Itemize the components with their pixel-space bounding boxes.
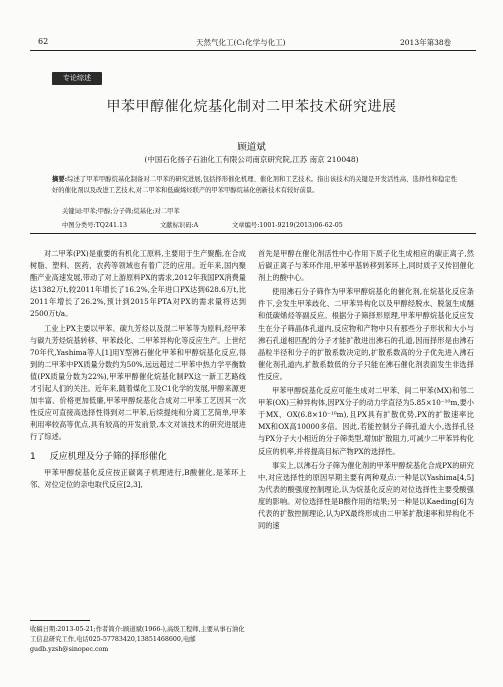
header-rule	[30, 50, 476, 51]
abstract-rule	[30, 233, 476, 234]
clc-number: 中图分类号:TQ241.13	[62, 222, 128, 229]
section-number: 1	[30, 451, 36, 462]
author: 顾道斌	[237, 142, 266, 153]
right-column	[258, 248, 474, 532]
abstract-line-2: 发活性高、选择性和稳定性好的催化剂以及改进工艺技术,对二甲苯和低碳烯烃联产的甲苯甲醇烷基化创新技术有较好前景。	[52, 176, 457, 194]
paragraph: 对二甲苯(PX)是重要的有机化工原料,主要用于生产聚酯,在合成树脂、塑料、医药、农药等领域也有着广泛的应用。近年来,国内聚酯产业高速发展,带动了对上游原料PX的需求,2012年我国PX消费量达1382万t,较2011年增长了16.2%,全年进口PX达到628.6万t,比2011年增长了26.2%,预计到2015年PTA对PX的需求量将达到2500万t/a。	[30, 249, 246, 319]
affiliation: (中国石化扬子石油化工有限公司南京研究院,江苏 南京 210048)	[144, 155, 359, 164]
left-column	[30, 248, 246, 491]
keywords: 关键词:甲苯;甲醇;分子筛;烷基化;对二甲苯	[62, 208, 180, 215]
paragraph: 使用沸石分子筛作为甲苯甲醇烷基化的催化剂,在烷基化反应条件下,会发生甲苯歧化、二甲苯异构化以及甲醇经脱水、脱氢生成醚和低碳烯烃等副反应。根据分子筛择形原理,甲苯甲醇烷基化反应发生在分子筛晶体孔道内,反应物和产物中只有那些分子形状和大小与沸石孔道相匹配的分子才能扩散进出沸石的孔道,因而择形是由沸石晶粒半径和分子的扩散系数决定的,扩散系数高的分子优先进入沸石催化剂孔道内,扩散系数低的分子只能在沸石催化剂表面发生非选择性反应。	[258, 287, 474, 381]
footnote: 收稿日期:2013-05-21;作者简介:顾道斌(1966-),高级工程师,主要从事石油化工信息研究工作,电话025-57783420,13851468600,电邮gudb.yzsh@sinopec.com	[30, 626, 245, 653]
footnote-rule	[30, 620, 90, 621]
category-badge: 专论综述	[52, 72, 102, 85]
abstract-label: 摘要:	[52, 176, 68, 183]
paragraph: 工业上PX主要以甲苯、碳九芳烃以及混二甲苯等为原料,经甲苯与碳九芳烃烷基转移、甲苯歧化、二甲苯异构化等反应生产。上世纪70年代,Yashima等人[1]用Y型沸石催化甲苯和甲醇烷基化反应,得到的二甲苯中PX质量分数约为50%,远远超过二甲苯中热力学平衡数值(PX质量分数为22%),甲苯甲醇催化烷基化制PX这一新工艺路线才引起人们的关注。近年来,随着煤化工及C1化学的发展,甲醇来源更加丰富、价格更加低廉,甲苯甲醇烷基化合成对二甲苯工艺因其一次性反应可直接高选择性得到对二甲苯,后续提纯和分离工艺简单,甲苯利用率较高等优点,具有较高的开发前景,本文对该技术的研究进展进行了综述。	[30, 323, 246, 442]
abstract	[52, 175, 457, 196]
article-number: 文章编号:1001-9219(2013)06-62-05	[232, 222, 343, 229]
paragraph: 甲苯甲醇烷基化反应按正碳离子机理进行,B酸催化,是苯环上邻、对位定位的亲电取代反应[2,3],	[30, 467, 246, 489]
page-number: 62	[38, 37, 49, 46]
section-heading	[30, 451, 246, 463]
article-title: 甲苯甲醇催化烷基化制对二甲苯技术研究进展	[106, 99, 397, 115]
abstract-line-1: 综述了甲苯甲醇烷基化制备对二甲苯的研究进展,包括择形催化机理、催化剂和工艺技术。指出该技术的关键是开	[67, 176, 381, 183]
section-title: 反应机理及分子筛的择形催化	[49, 451, 167, 462]
journal-issue: 2013年第38卷	[400, 38, 452, 47]
paragraph: 甲苯甲醇烷基化反应可能生成对二甲苯、间二甲苯(MX)和邻二甲苯(OX)三种异构体,因PX分子的动力学直径为5.85×10⁻¹⁰m,要小于MX、OX(6.8×10⁻¹⁰m),且PX具有扩散优势,PX的扩散速率比MX和OX高10000多倍。因此,若能控制分子筛孔道大小,选择孔径与PX分子大小相近的分子筛类型,增加扩散阻力,可减少二甲苯异构化反应的机率,并将提高目标产物PX的选择性。	[258, 386, 474, 456]
paragraph: 事实上,以沸石分子筛为催化剂的甲苯甲醇烷基化合成PX的研究中,对应选择性的原因早期主要有两种观点:一种是以Yashima[4,5]为代表的酸强度控制理论,认为烷基化反应的对位选择性主要受酸强度的影响。对位选择性是B酸作用的结果;另一种是以Kaeding[6]为代表的扩散控制理论,认为PX最终形成由二甲苯扩散速率和异构化不同的速	[258, 460, 474, 531]
paragraph: 首先是甲醇在催化剂活性中心作用下质子化生成相应的碳正离子,然后碳正离子与苯环作用,甲苯甲基转移到苯环上,同时质子又传回催化剂上的酸中心。	[258, 249, 474, 283]
journal-name: 天然气化工(C₁化学与化工)	[196, 38, 286, 47]
document-code: 文献标识码:A	[160, 222, 199, 229]
